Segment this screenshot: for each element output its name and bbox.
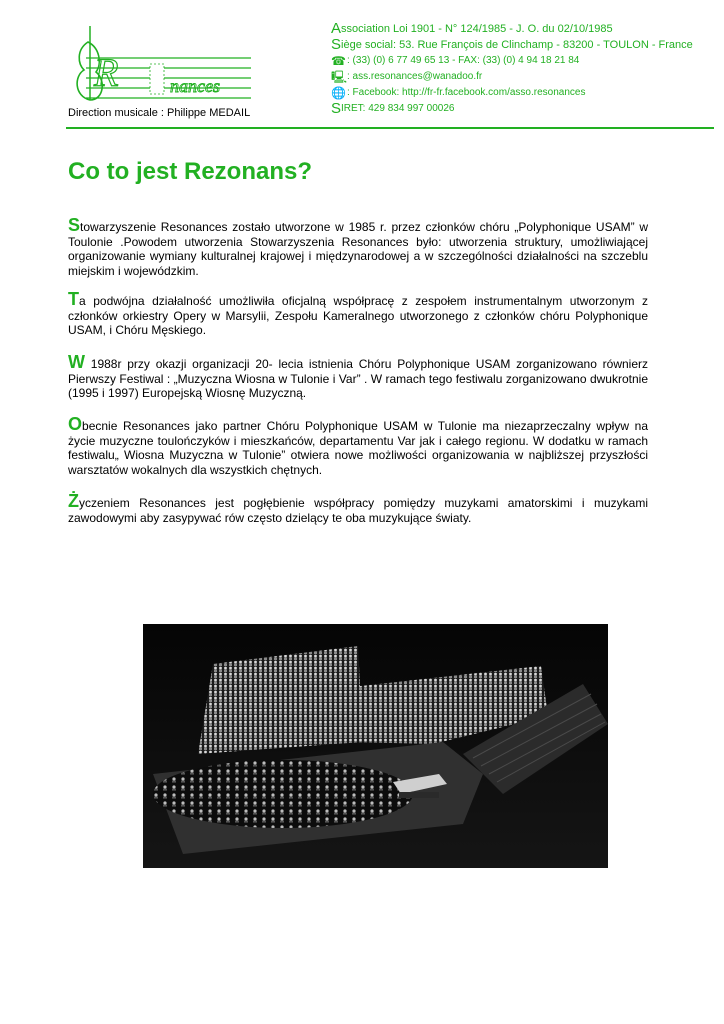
association-info	[331, 21, 711, 117]
facebook-line[interactable]: 🌐 : Facebook: http://fr-fr.facebook.com/asso.resonances	[331, 86, 586, 100]
paragraph: W 1988r przy okazji organizacji 20- lecia istnienia Chóru Polyphonique USAM zorganizowano równierz Pierwszy Festiwal : „Muzyczna Wiosna w Tulonie i Var” . W ramach tego festiwalu zorganizowano dwukrotnie (1995 i 1997) Europejską Wiosnę Muzyczną.	[68, 352, 648, 401]
computer-icon: 🖳	[331, 70, 348, 84]
paragraph: Ta podwójna działalność umożliwiła oficjalną współpracę z zespołem instrumentalnym utworzonym z członków orkiestry Opery w Marsylii, Zespołu Kameralnego utworzonego z członków chóru Polyphonique USAM, i Chóru Męskiego.	[68, 289, 648, 338]
globe-icon: 🌐	[331, 86, 346, 100]
association-line: A ssociation Loi 1901 - N° 124/1985 - J. O. du 02/10/1985	[331, 20, 613, 37]
phone-line: ☎ : (33) (0) 6 77 49 65 13 - FAX: (33) (0) 4 94 18 21 84	[331, 54, 580, 68]
svg-text:nances: nances	[170, 76, 220, 96]
phone-icon: ☎	[331, 54, 346, 68]
seat-line: S iège social: 53. Rue François de Clinchamp - 83200 - TOULON - France	[331, 36, 693, 53]
resonances-logo	[66, 24, 256, 104]
concert-photo	[143, 624, 608, 868]
paragraph: Obecnie Resonances jako partner Chóru Polyphonique USAM w Tulonie ma niezaprzeczalny wpływ na życie muzyczne toulończyków i mieszkańców, departamentu Var jak i całego regionu. W dodatku w ramach festiwalu„ Wiosna Muzyczna w Tulonie” otwiera nowe możliwości organizowania w najbliższej przyszłości warsztatów wokalnych dla wszystkich chętnych.	[68, 414, 648, 477]
header-divider	[66, 127, 714, 129]
svg-text:R: R	[94, 50, 119, 95]
paragraph: Życzeniem Resonances jest pogłębienie współpracy pomiędzy muzykami amatorskimi i muzykami zawodowymi aby zasypywać rów często dzielący te oba muzykujące światy.	[68, 491, 648, 525]
page-title: Co to jest Rezonans?	[68, 158, 313, 185]
siret-line: S IRET: 429 834 997 00026	[331, 100, 455, 117]
email-line[interactable]: 🖳 : ass.resonances@wanadoo.fr	[331, 70, 483, 84]
musical-direction: Direction musicale : Philippe MEDAIL	[68, 107, 251, 119]
paragraph: Stowarzyszenie Resonances zostało utworzone w 1985 r. przez członków chóru „Polyphonique USAM” w Toulonie .Powodem utworzenia Stowarzyszenia Resonances było: utworzenia struktury, umożliwiającej organizowanie wymiany kulturalnej krajowej i międzynarodowej a w szczególności działalności na szczeblu miejskim i wojewódzkim.	[68, 215, 648, 278]
